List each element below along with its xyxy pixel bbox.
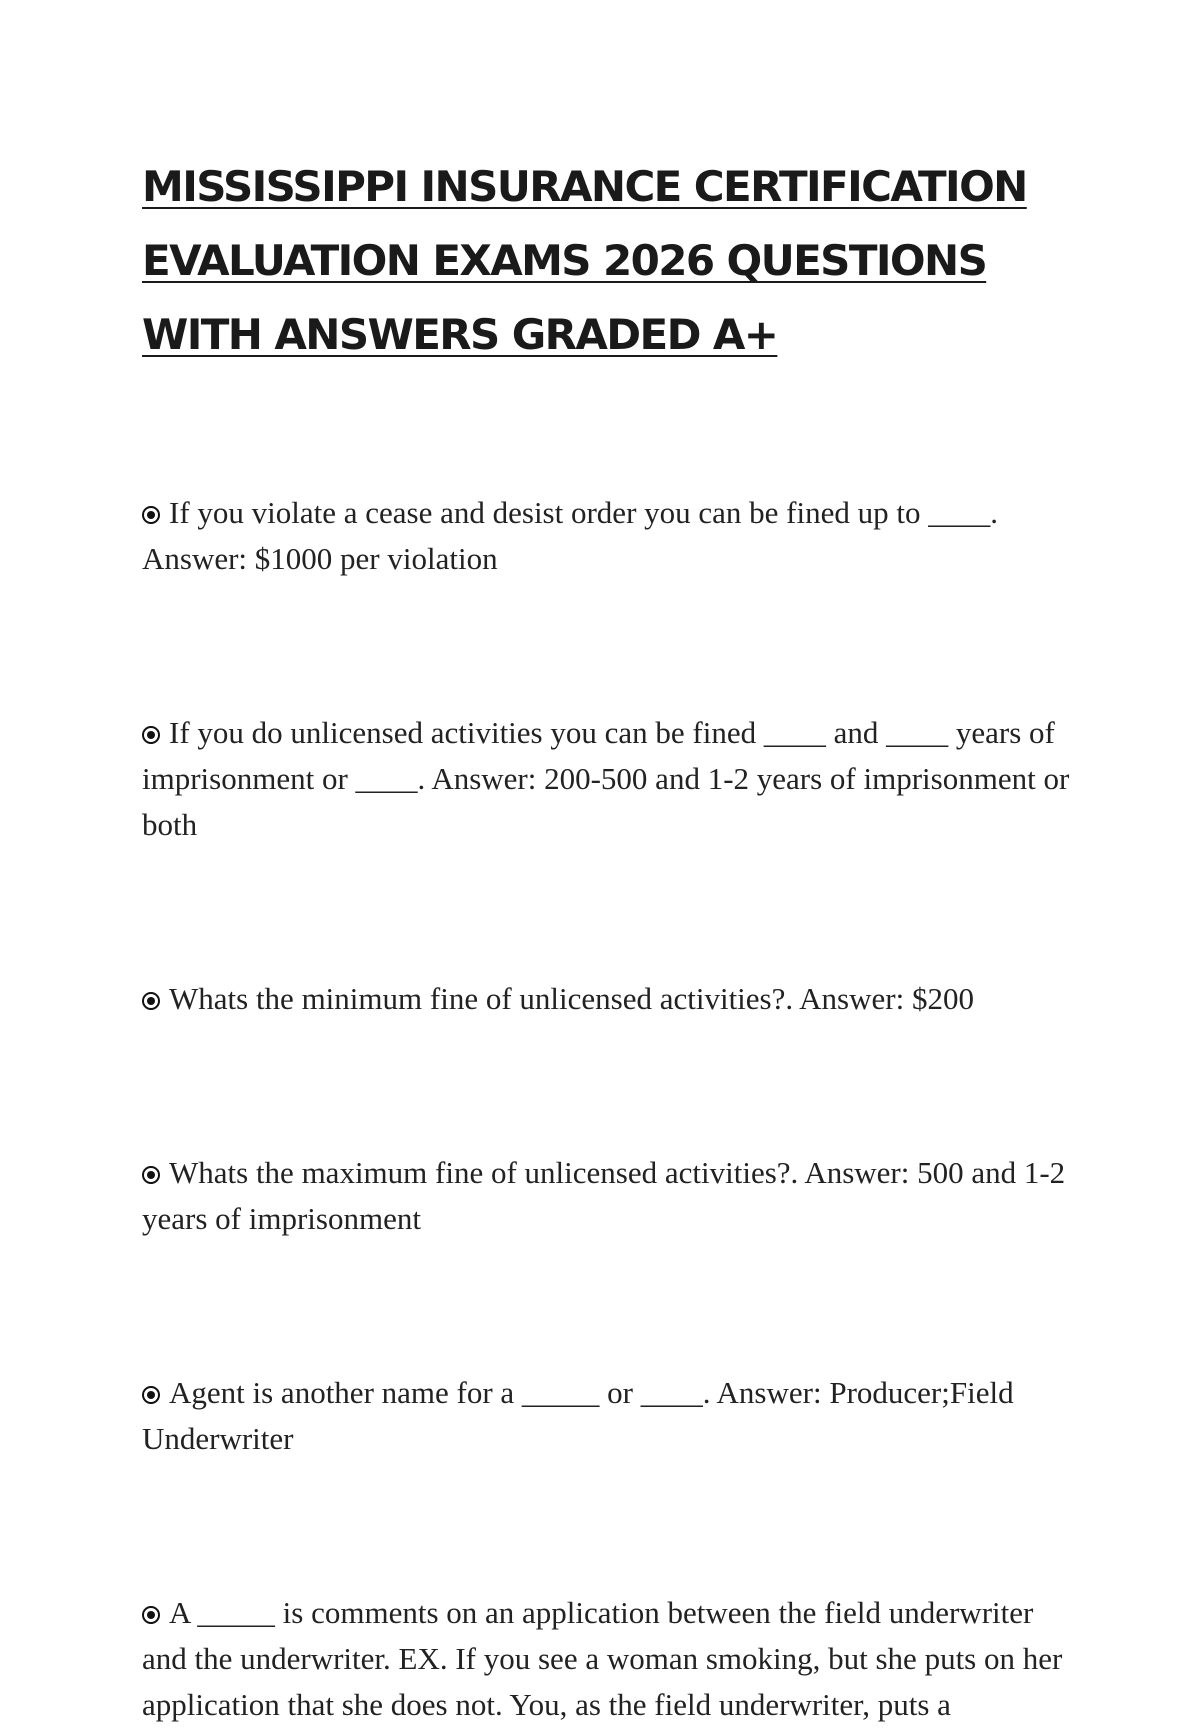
question-text: A _____ is comments on an application between the field underwriter and the underwriter. EX. If you see a woman smoking, but she puts on her application that she does not. You, as the field underwriter, puts a	[142, 1595, 1063, 1722]
document-page	[142, 150, 1082, 1728]
radio-bullet-icon	[142, 506, 160, 524]
radio-bullet-icon	[142, 726, 160, 744]
question-text: If you violate a cease and desist order you can be fined up to ____. Answer: $1000 per violation	[142, 495, 998, 576]
question-text: If you do unlicensed activities you can be fined ____ and ____ years of imprisonment or ____. Answer: 200-500 and 1-2 years of imprisonment or both	[142, 715, 1070, 842]
radio-bullet-icon	[142, 1606, 160, 1624]
radio-bullet-icon	[142, 1386, 160, 1404]
question-text: Whats the maximum fine of unlicensed activities?. Answer: 500 and 1-2 years of imprisonment	[142, 1155, 1066, 1236]
list-item	[142, 1370, 1082, 1462]
list-item	[142, 1150, 1082, 1242]
list-item	[142, 1590, 1082, 1728]
question-text: Agent is another name for a _____ or ____. Answer: Producer;Field Underwriter	[142, 1375, 1014, 1456]
question-text: Whats the minimum fine of unlicensed activities?. Answer: $200	[169, 981, 974, 1016]
document-title: MISSISSIPPI INSURANCE CERTIFICATION EVALUATION EXAMS 2026 QUESTIONS WITH ANSWERS GRADED A+	[142, 162, 1027, 359]
list-item	[142, 710, 1082, 848]
list-item	[142, 976, 1082, 1022]
radio-bullet-icon	[142, 992, 160, 1010]
radio-bullet-icon	[142, 1166, 160, 1184]
list-item	[142, 490, 1082, 582]
question-list	[142, 490, 1082, 1728]
